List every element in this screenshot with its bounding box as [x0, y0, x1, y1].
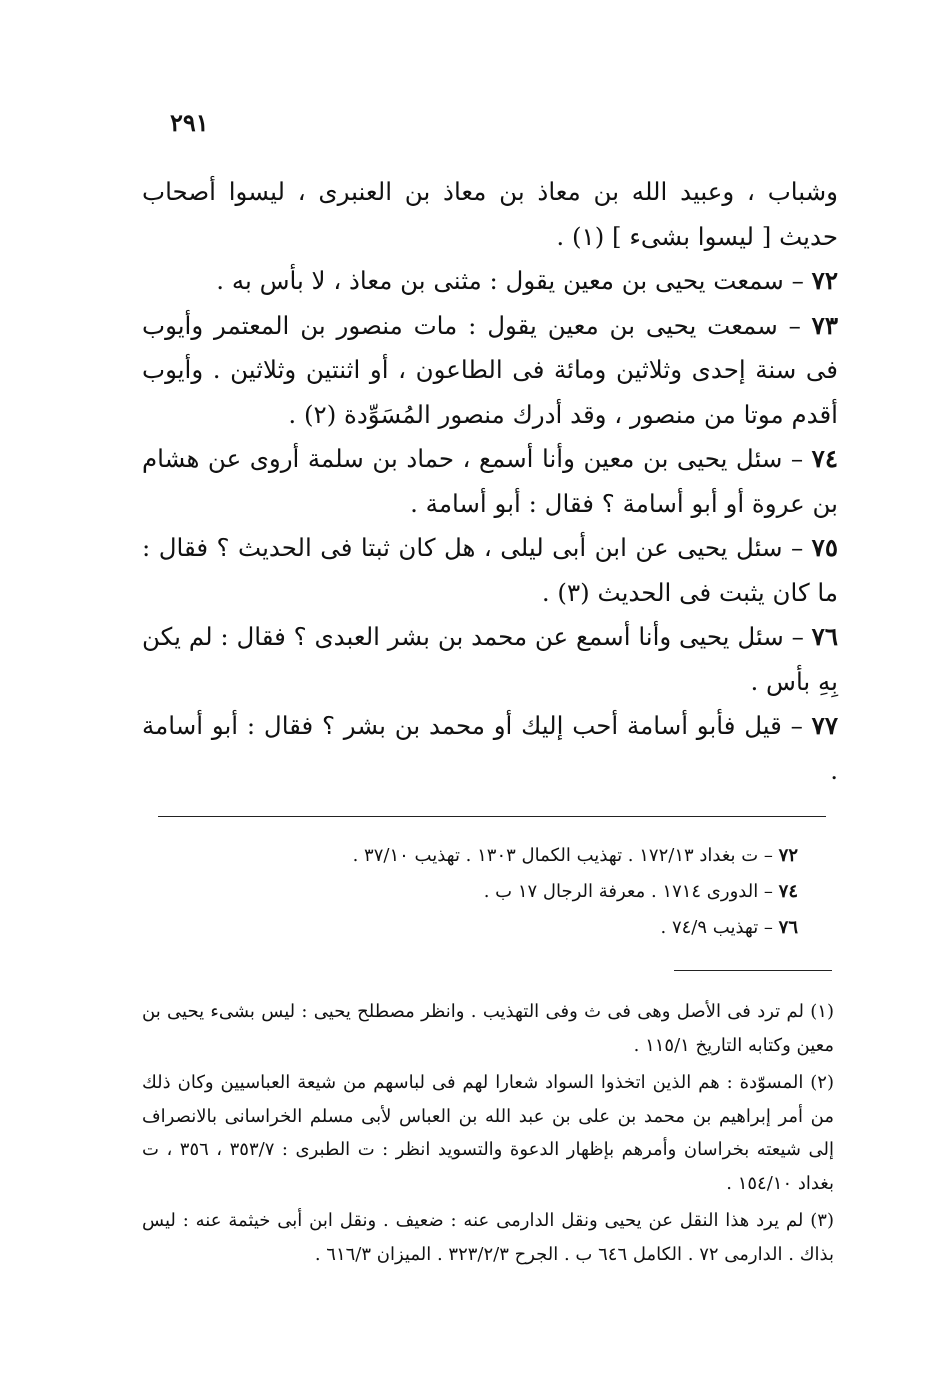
reference-number: ٧٦ [778, 917, 798, 938]
footnote-2: (٢) المسوّدة : هم الذين اتخذوا السواد شعارا لهم فى لباسهم من شيعة العباسيين وكان ذلك من أمر إبراهيم بن محمد بن على بن عبد الله بن العباس لأبى مسلم الخراسانى بالانصراف إلى شيعته بخراسان وأمرهم بإظهار الدعوة والتسويد انظر : ت الطبرى : ٣٥٣/٧ ، ٣٥٦ ، ت بغداد ١٥٤/١٠ . [142, 1072, 834, 1194]
paragraph-77 [142, 704, 838, 793]
reference-number: ٧٢ [778, 845, 798, 866]
paragraph-75 [142, 526, 838, 615]
paragraph-text: – قيل فأبو أسامة أحب إليك أو محمد بن بشر ؟ فقال : أبو أسامة . [142, 711, 838, 785]
footnote-1: (١) لم ترد فى الأصل وهى فى ث وفى التهذيب . وانظر مصطلح يحيى : ليس بشىء يحيى بن معين وكتابه التاريخ ١١٥/١ . [142, 1001, 834, 1056]
paragraph-number: ٧٦ [811, 622, 838, 651]
footnotes-divider [674, 970, 832, 971]
paragraph-number: ٧٢ [811, 266, 838, 295]
references [158, 838, 798, 946]
paragraph-text: – سئل يحيى عن ابن أبى ليلى ، هل كان ثبتا فى الحديث ؟ فقال : ما كان يثبت فى الحديث (٣) . [142, 533, 838, 607]
paragraph-continuation [142, 170, 838, 259]
paragraph-number: ٧٧ [811, 711, 838, 740]
paragraph-text: وشباب ، وعبيد الله بن معاذ بن معاذ بن العنبرى ، ليسوا أصحاب حديث [ ليسوا بشىء ] (١) . [142, 177, 838, 251]
paragraph-74 [142, 437, 838, 526]
paragraph-73 [142, 304, 838, 438]
reference-text: – الدورى ١٧١٤ . معرفة الرجال ١٧ ب . [483, 881, 779, 902]
footnote-3: (٣) لم يرد هذا النقل عن يحيى ونقل الدارمى عنه : ضعيف . ونقل ابن أبى خيثمة عنه : ليس بذاك . الدارمى ٧٢ . الكامل ٦٤٦ ب . الجرح ٣٢٣/٢/٣ . الميزان ٦١٦/٣ . [142, 1210, 834, 1265]
paragraph-text: – سئل يحيى بن معين وأنا أسمع ، حماد بن سلمة أروى عن هشام بن عروة أو أبو أسامة ؟ فقال : أبو أسامة . [142, 444, 838, 518]
main-text [142, 170, 838, 793]
reference-text: – ت بغداد ١٧٢/١٣ . تهذيب الكمال ١٣٠٣ . تهذيب ٣٧/١٠ . [352, 845, 779, 866]
paragraph-text: – سمعت يحيى بن معين يقول : مثنى بن معاذ ، لا بأس به . [216, 266, 812, 295]
paragraph-76 [142, 615, 838, 704]
footnotes [142, 995, 834, 1271]
reference-line [158, 910, 798, 946]
reference-line [158, 838, 798, 874]
paragraph-number: ٧٣ [811, 310, 838, 340]
reference-number: ٧٤ [778, 881, 798, 902]
page-number: ٢٩١ [170, 108, 209, 137]
references-divider [158, 816, 826, 817]
reference-line [158, 874, 798, 910]
paragraph-text: – سئل يحيى وأنا أسمع عن محمد بن بشر العبدى ؟ فقال : لم يكن بِهِ بأس . [142, 622, 838, 696]
paragraph-number: ٧٥ [811, 533, 838, 562]
paragraph-number: ٧٤ [811, 444, 838, 473]
reference-text: – تهذيب ٧٤/٩ . [660, 917, 779, 938]
paragraph-72 [142, 259, 838, 304]
paragraph-text: – سمعت يحيى بن معين يقول : مات منصور بن المعتمر وأيوب فى سنة إحدى وثلاثين ومائة فى الطاعون ، أو اثنتين وثلاثين . وأيوب أقدم موتا من منصور ، وقد أدرك منصور المُسَوِّدة (٢) . [142, 310, 838, 429]
